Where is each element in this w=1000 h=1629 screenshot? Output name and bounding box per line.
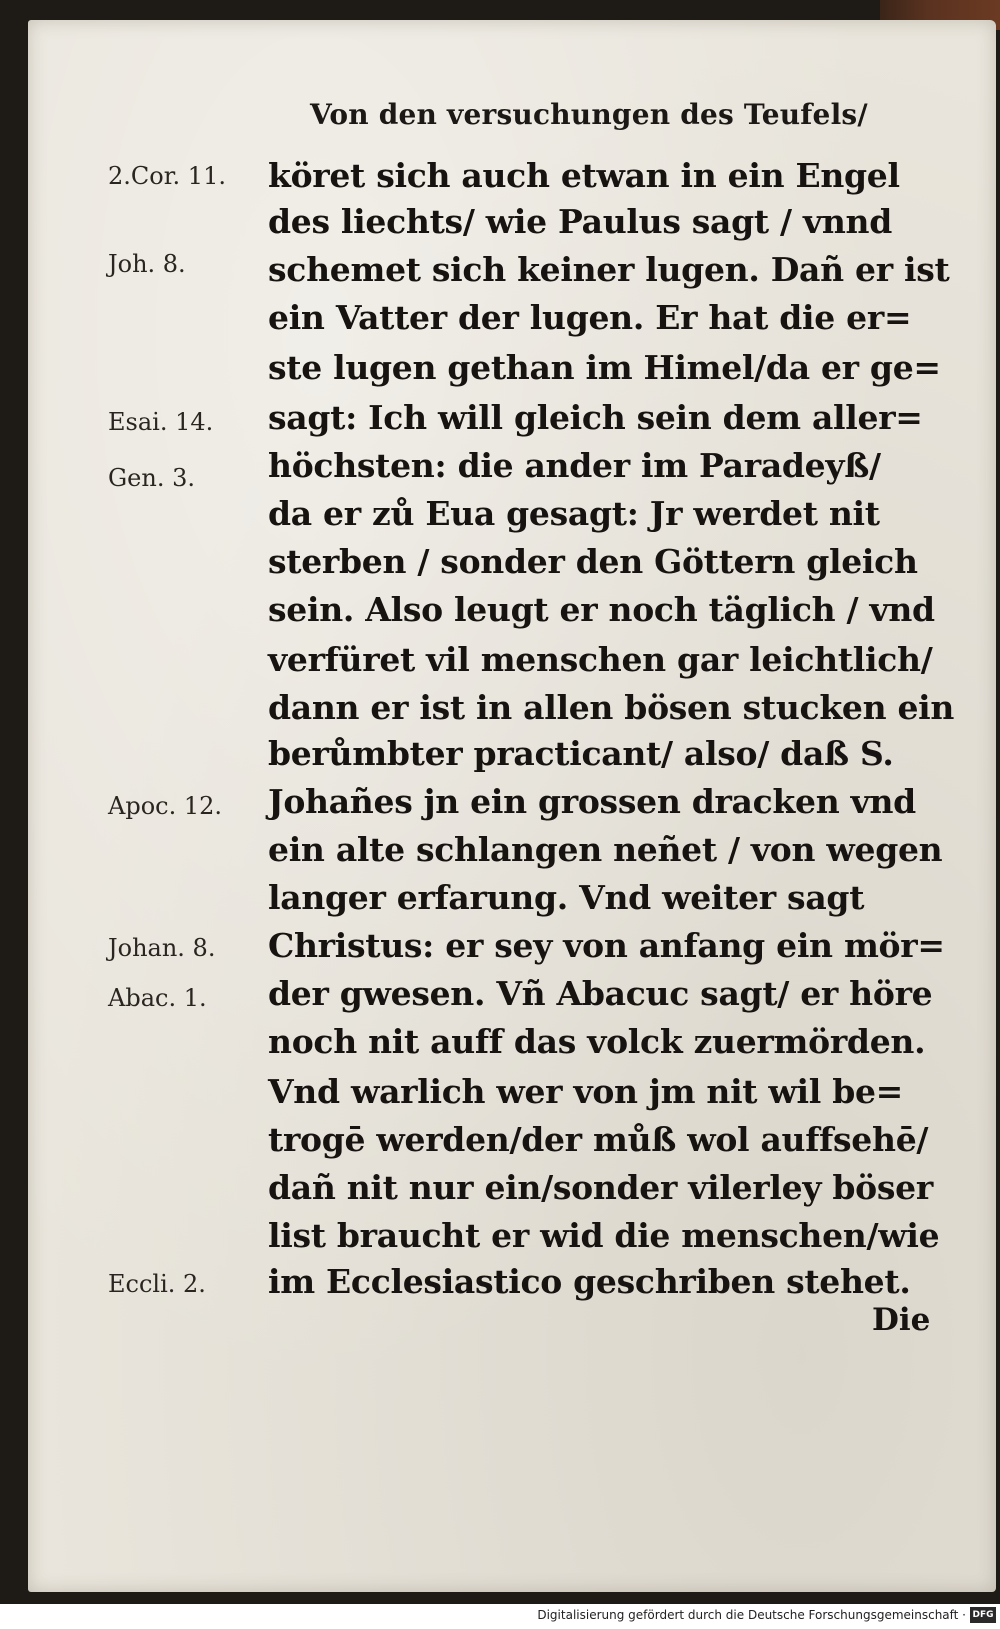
text-line: berůmbter practicant/ also/ daß S. <box>268 734 894 773</box>
text-line: Vnd warlich wer von jm nit wil be= <box>268 1072 904 1111</box>
text-line: dann er ist in allen bösen stucken ein <box>268 688 955 727</box>
text-line: sterben / sonder den Göttern gleich <box>268 542 918 581</box>
footer-credit: Digitalisierung gefördert durch die Deutsche Forschungsgemeinschaft · <box>537 1608 966 1622</box>
text-line: dañ nit nur ein/sonder vilerley böser <box>268 1168 933 1207</box>
text-line: verfüret vil menschen gar leichtlich/ <box>268 640 933 679</box>
margin-note: Eccli. 2. <box>108 1270 206 1298</box>
text-line: trogē werden/der můß wol auffsehē/ <box>268 1120 929 1159</box>
text-line: der gwesen. Vñ Abacuc sagt/ er höre <box>268 974 933 1013</box>
text-line: schemet sich keiner lugen. Dañ er ist <box>268 250 950 289</box>
text-line: list braucht er wid die menschen/wie <box>268 1216 940 1255</box>
text-line: köret sich auch etwan in ein Engel <box>268 156 900 195</box>
text-line: sagt: Ich will gleich sein dem aller= <box>268 398 923 437</box>
text-line: langer erfarung. Vnd weiter sagt <box>268 878 865 917</box>
margin-note: Gen. 3. <box>108 464 195 492</box>
margin-note: Esai. 14. <box>108 408 214 436</box>
catchword: Die <box>872 1302 931 1338</box>
running-head: Von den versuchungen des Teufels/ <box>310 98 868 131</box>
text-line: höchsten: die ander im Paradeyß/ <box>268 446 881 485</box>
margin-note: 2.Cor. 11. <box>108 162 226 190</box>
text-line: Christus: er sey von anfang ein mör= <box>268 926 945 965</box>
text-line: im Ecclesiastico geschriben stehet. <box>268 1262 911 1301</box>
text-line: da er zů Eua gesagt: Jr werdet nit <box>268 494 880 533</box>
margin-note: Apoc. 12. <box>108 792 223 820</box>
text-line: sein. Also leugt er noch täglich / vnd <box>268 590 935 629</box>
text-line: ein alte schlangen neñet / von wegen <box>268 830 943 869</box>
text-line: noch nit auff das volck zuermörden. <box>268 1022 926 1061</box>
text-line: ein Vatter der lugen. Er hat die er= <box>268 298 912 337</box>
dfg-logo-icon: DFG <box>970 1607 996 1623</box>
margin-note: Abac. 1. <box>108 984 207 1012</box>
text-line: ste lugen gethan im Himel/da er ge= <box>268 348 941 387</box>
margin-note: Johan. 8. <box>108 934 216 962</box>
margin-note: Joh. 8. <box>108 250 186 278</box>
text-line: Johañes jn ein grossen dracken vnd <box>268 782 916 821</box>
text-line: des liechts/ wie Paulus sagt / vnnd <box>268 202 893 241</box>
